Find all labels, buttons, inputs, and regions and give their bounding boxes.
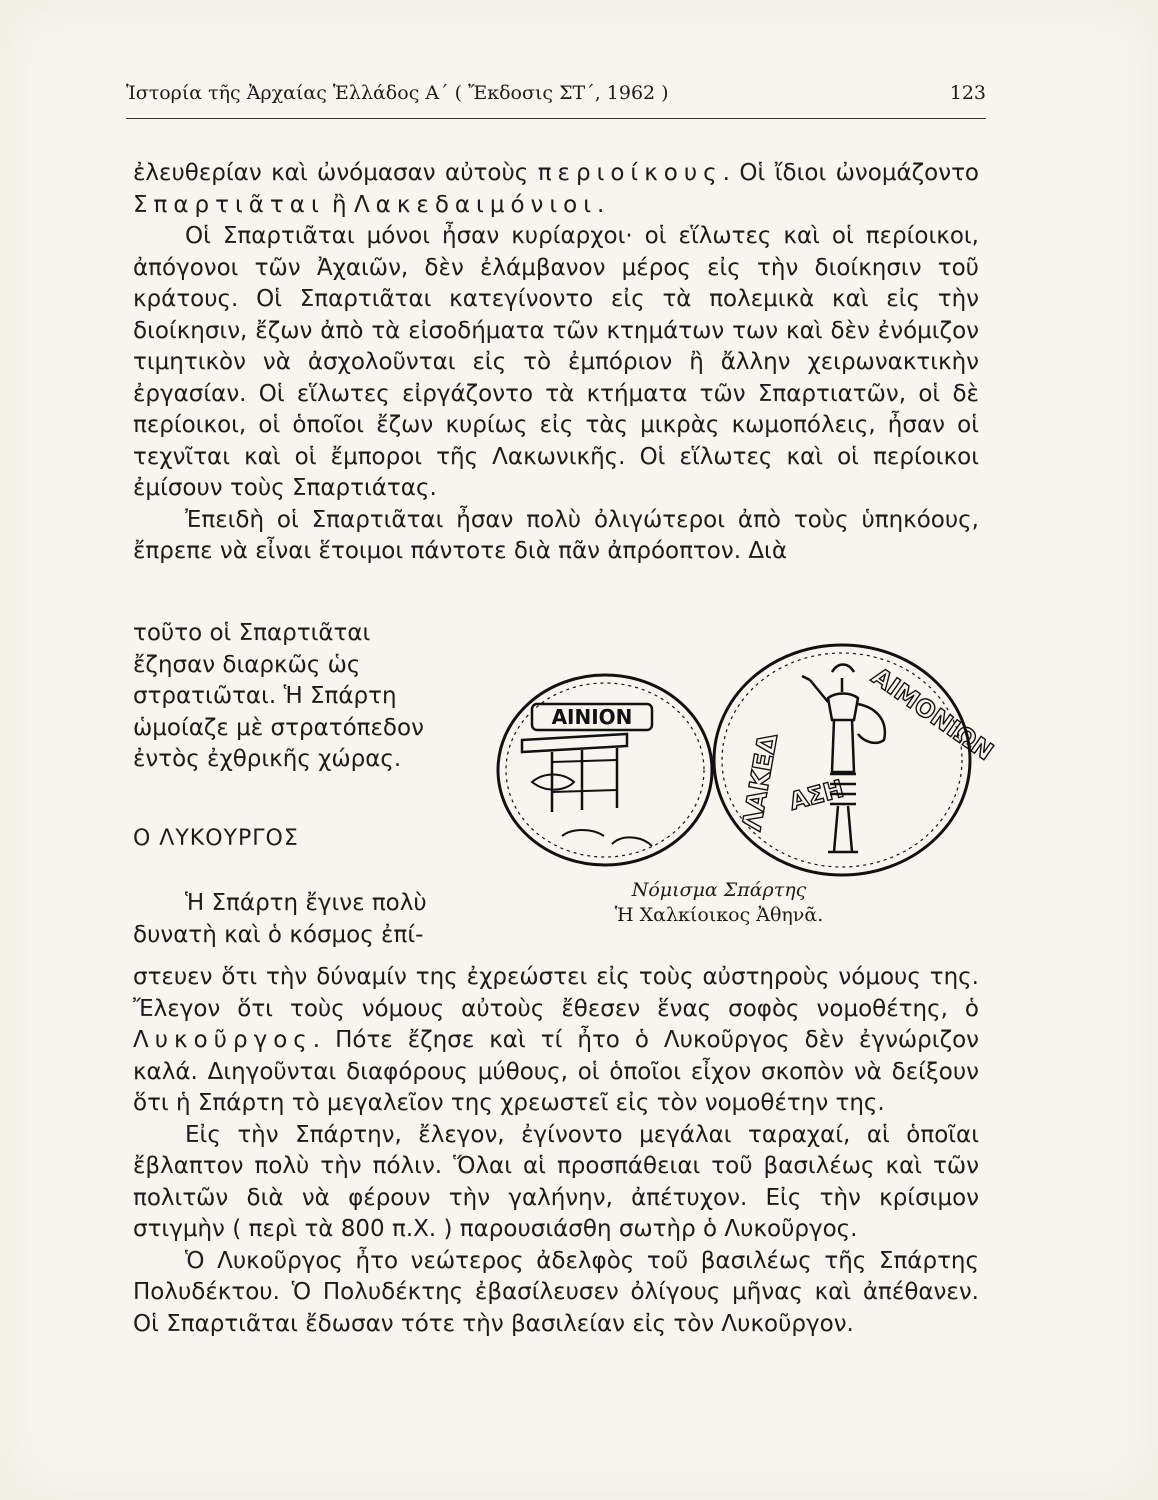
paragraph-1-text-c: . Οἱ ἴδιοι ὠνομάζοντο <box>722 160 979 186</box>
paragraph-3-continued: τοῦτο οἱ Σπαρτιᾶται ἔζησαν διαρκῶς ὡς στρατιῶται. Ἡ Σπάρτη ὡμοίαζε μὲ στρατόπεδον ἐντὸς ἐχθρικῆς χώρας. <box>133 620 424 772</box>
text-block-bottom <box>133 962 979 1340</box>
paragraph-4-start: Ἡ Σπάρτη ἔγινε πολὺ δυνατὴ καὶ ὁ κόσμος ἐπί- <box>133 890 427 948</box>
figure-caption <box>554 878 884 928</box>
coin-reverse-legend-right: ΑΙΜΟΝΙΩΝ <box>866 661 999 766</box>
term-lakedaimonioi: Λακεδαιμόνιοι <box>353 191 598 218</box>
header-title: Ἱστορία τῆς Ἀρχαίας Ἑλλάδος Α΄ ( Ἔκδοσις ΣΤ΄, 1962 ) <box>126 82 669 104</box>
paragraph-5: Εἰς τὴν Σπάρτην, ἔλεγον, ἐγίνοντο μεγάλαι ταραχαί, αἱ ὁποῖαι ἔβλαπτον πολὺ τὴν πόλιν. Ὅλαι αἱ προσπάθειαι τοῦ βασιλέως καὶ τῶν πολιτῶν διὰ νὰ φέρουν τὴν γαλήνην, ἀπέτυχον. Εἰς τὴν κρίσιμον στιγμὴν ( περὶ τὰ 800 π.Χ. ) παρουσιάσθη σωτὴρ ὁ Λυκοῦργος. <box>133 1121 979 1242</box>
section-heading: Ο ΛΥΚΟΥΡΓΟΣ <box>133 826 299 851</box>
paragraph-2: Οἱ Σπαρτιᾶται μόνοι ἦσαν κυρίαρχοι· οἱ εἵλωτες καὶ οἱ περίοικοι, ἀπόγονοι τῶν Ἀχαιῶν, δὲν ἐλάμβανον μέρος εἰς τὴν διοίκησιν τοῦ κράτους. Οἱ Σπαρτιᾶται κατεγίνοντο εἰς τὰ πολεμικὰ καὶ εἰς τὴν διοίκησιν, ἔζων ἀπὸ τὰ εἰσοδήματα τῶν κτημάτων των καὶ δὲν ἐνόμιζον τιμητικὸν νὰ ἀσχολοῦνται εἰς τὸ ἐμπόριον ἢ ἄλλην χειρωνακτικὴν ἐργασίαν. Οἱ εἵλωτες εἰργάζοντο τὰ κτήματα τῶν Σπαρτιατῶν, οἱ δὲ περίοικοι, οἱ ὁποῖοι ἔζων κυρίως εἰς τὰς μικρὰς κωμοπόλεις, ἦσαν οἱ τεχνῖται καὶ οἱ ἔμποροι τῆς Λακωνικῆς. Οἱ εἵλωτες καὶ οἱ περίοικοι ἐμίσουν τοὺς Σπαρτιάτας. <box>133 223 979 501</box>
coin-reverse-legend-bottom: ΑΣΗ <box>786 774 847 816</box>
paragraph-3: Ἐπειδὴ οἱ Σπαρτιᾶται ἦσαν πολὺ ὀλιγώτεροι ἀπὸ τοὺς ὑπηκόους, ἔπρεπε νὰ εἶναι ἕτοιμοι πάντοτε διὰ πᾶν ἀπρόοπτον. Διὰ <box>133 506 979 564</box>
paragraph-1-text-a: ἐλευθερίαν καὶ ὠνόμασαν αὐτοὺς <box>133 160 538 186</box>
term-spartiatai: Σπαρτιᾶται <box>133 191 325 218</box>
paragraph-1 <box>133 158 979 221</box>
coin-obverse-legend: ΑΙΝΙΟΝ <box>551 705 633 729</box>
page-number: 123 <box>949 82 986 104</box>
paragraph-4-continued <box>133 962 979 1120</box>
text-block-side <box>133 618 453 776</box>
term-perioikoi: περιοίκους <box>537 160 723 186</box>
coin-obverse <box>498 675 712 865</box>
text-block-top <box>133 158 979 568</box>
term-lykourgos: Λυκοῦργος <box>133 1027 313 1053</box>
caption-line-2: Ἡ Χαλκίοικος Ἀθηνᾶ. <box>614 904 824 926</box>
coin-illustration <box>492 622 999 912</box>
paragraph-4-text-end: . Πότε ἔζησε καὶ τί ἦτο ὁ Λυκοῦργος δὲν ἐγνώριζον καλά. Διηγοῦνται διαφόρους μύθους, οἱ ὁποῖοι εἶχον σκοπὸν νὰ δείξουν ὅτι ἡ Σπάρτη τὸ μεγαλεῖον της χρεωστεῖ εἰς τὸν νομοθέτην της. <box>133 1027 979 1116</box>
caption-line-1: Νόμισμα Σπάρτης <box>631 879 807 901</box>
paragraph-1-text-g: . <box>597 191 605 218</box>
coin-reverse-legend-left: ΛΑΚΕΔ <box>737 731 784 834</box>
paragraph-6: Ὁ Λυκοῦργος ἦτο νεώτερος ἀδελφὸς τοῦ βασιλέως τῆς Σπάρτης Πολυδέκτου. Ὁ Πολυδέκτης ἐβασίλευσεν ὀλίγους μῆνας καὶ ἀπέθανεν. Οἱ Σπαρτιᾶται ἔδωσαν τότε τὴν βασιλείαν εἰς τὸν Λυκοῦργον. <box>133 1247 979 1337</box>
running-header <box>126 82 986 112</box>
paragraph-1-text-e: ἢ <box>324 191 354 218</box>
paragraph-4-text: στευεν ὅτι τὴν δύναμίν της ἐχρεώστει εἰς τοὺς αὐστηροὺς νόμους της. Ἔλεγον ὅτι τοὺς νόμους αὐτοὺς ἔθεσεν ἕνας σοφὸς νομοθέτης, ὁ <box>133 964 979 1022</box>
text-block-side-2 <box>133 888 453 951</box>
header-rule <box>126 118 986 119</box>
coin-drawing <box>492 622 999 912</box>
